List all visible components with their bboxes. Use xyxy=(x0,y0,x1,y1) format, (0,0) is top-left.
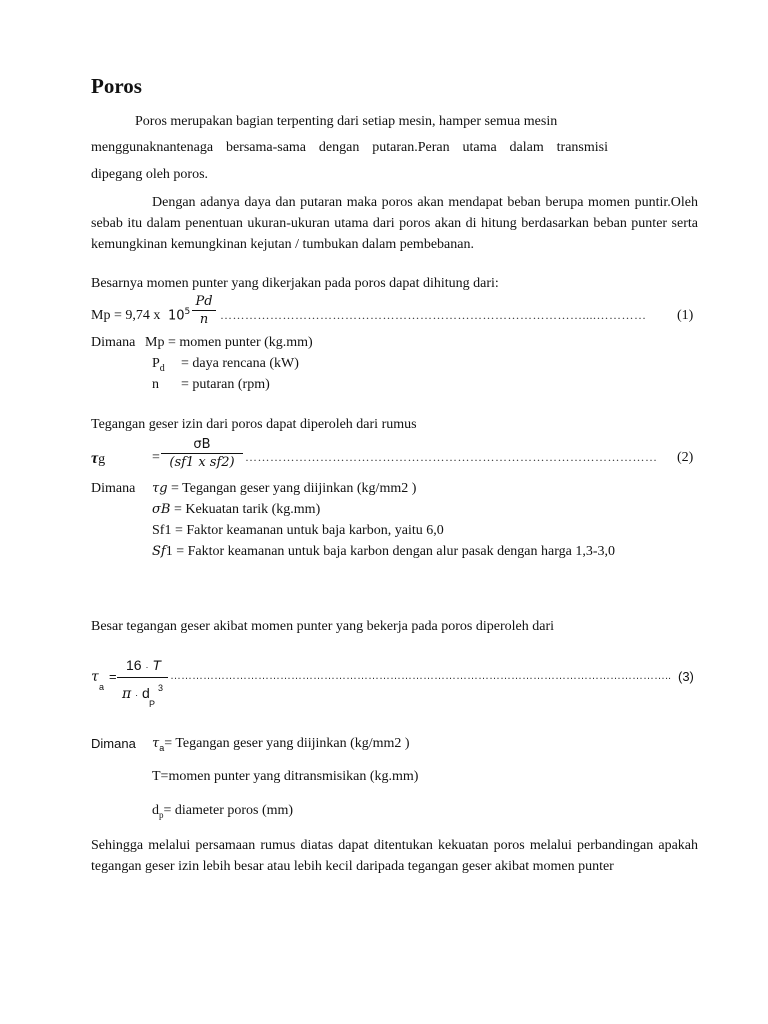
eq2-number: (2) xyxy=(677,450,694,465)
eq3-fraction-bar xyxy=(117,677,168,678)
eq2-leader-dots: ……………………………………………………………………………………… xyxy=(245,450,658,464)
eq3-lhs: τ xyxy=(91,669,99,685)
eq3-lhs-subscript: a xyxy=(99,682,105,692)
dimana-label-3: Dimana xyxy=(91,736,136,751)
eq3-leader-dots: ……………………………………………………………………………………………………………………….. xyxy=(170,670,672,682)
paragraph-1-line-1: Poros merupakan bagian terpenting dari setiap mesin, hamper semua mesin xyxy=(135,114,558,129)
eq1-lhs: Mp = 9,74 x xyxy=(91,308,161,323)
eq3-denominator-superscript: 3 xyxy=(158,683,164,693)
eq2-lhs: τg xyxy=(91,450,106,467)
paragraph-1-line-3: dipegang oleh poros. xyxy=(91,167,209,182)
eq1-exponent: 5 xyxy=(184,307,191,317)
eq2-fraction-bar xyxy=(161,453,243,454)
def-pd: = daya rencana (kW) xyxy=(181,356,299,371)
eq1-leader-dots: ……………………………………………………………………………....………… xyxy=(220,308,647,322)
eq3-denominator-subscript: P xyxy=(149,699,156,709)
page-title: Poros xyxy=(91,74,142,98)
def-n-symbol: n xyxy=(152,377,159,392)
eq2-denominator: (sf1 x sf2) xyxy=(169,455,235,470)
eq3-equals: = xyxy=(109,669,117,684)
eq1-fraction xyxy=(192,294,216,327)
paragraph-1-line-2: menggunaknantenaga bersama-sama dengan putaran.Peran utama dalam transmisi xyxy=(91,140,608,155)
section-2-intro: Tegangan geser izin dari poros dapat diperoleh dari rumus xyxy=(91,417,417,432)
dimana-label-1: Dimana xyxy=(91,335,136,350)
eq3-number: (3) xyxy=(678,669,694,684)
eq2-numerator: σB xyxy=(193,437,211,452)
conclusion-paragraph: Sehingga melalui persamaan rumus diatas dapat ditentukan kekuatan poros melalui perbandingan apakah tegangan geser izin lebih besar atau lebih kecil daripada tegangan geser akibat momen punter xyxy=(91,838,698,874)
eq2-equals: = xyxy=(152,450,160,465)
eq1-base: 10 xyxy=(168,308,185,324)
def-tau-a: $\tau_a=$ Tegangan geser yang diijinkan (kg/mm2 ) xyxy=(152,736,410,753)
eq3-denominator: π · d xyxy=(122,685,150,702)
eq1-number: (1) xyxy=(677,308,694,323)
def-t: T=momen punter yang ditransmisikan (kg.mm) xyxy=(152,769,419,784)
eq3-numerator: 16 · T xyxy=(126,657,161,673)
def-dp: $d_p=$ diameter poros (mm) xyxy=(152,803,294,820)
eq1-denominator: n xyxy=(199,312,209,327)
section-3-intro: Besar tegangan geser akibat momen punter yang bekerja pada poros diperoleh dari xyxy=(91,619,554,634)
eq2-fraction xyxy=(161,437,243,470)
eq1-power xyxy=(168,307,190,323)
def-mp: Mp = momen punter (kg.mm) xyxy=(145,335,313,350)
def-sf1: Sf1 = Faktor keamanan untuk baja karbon, yaitu 6,0 xyxy=(152,523,444,538)
eq1-fraction-bar xyxy=(192,310,216,311)
section-1-intro: Besarnya momen punter yang dikerjakan pada poros dapat dihitung dari: xyxy=(91,276,499,291)
def-pd-symbol: $P_d$ xyxy=(152,356,165,374)
def-n: = putaran (rpm) xyxy=(181,377,270,392)
dimana-label-2: Dimana xyxy=(91,481,136,496)
eq1-numerator: Pd xyxy=(195,294,213,309)
paragraph-2: Dengan adanya daya dan putaran maka poros akan mendapat beban berupa momen puntir.Oleh sebab itu dalam penentuan ukuran-ukuran utama dari poros akan di hitung berdasarkan beban punter serta kemungkinan kemungkinan kejutan / tumbukan dalam pembebanan. xyxy=(91,195,698,252)
def-sigma-b: σB = Kekuatan tarik (kg.mm) xyxy=(152,502,321,517)
def-tau-g: τg = Tegangan geser yang diijinkan (kg/mm2 ) xyxy=(152,481,417,496)
def-sf1-alur: Sf1 = Faktor keamanan untuk baja karbon dengan alur pasak dengan harga 1,3-3,0 xyxy=(152,544,615,559)
